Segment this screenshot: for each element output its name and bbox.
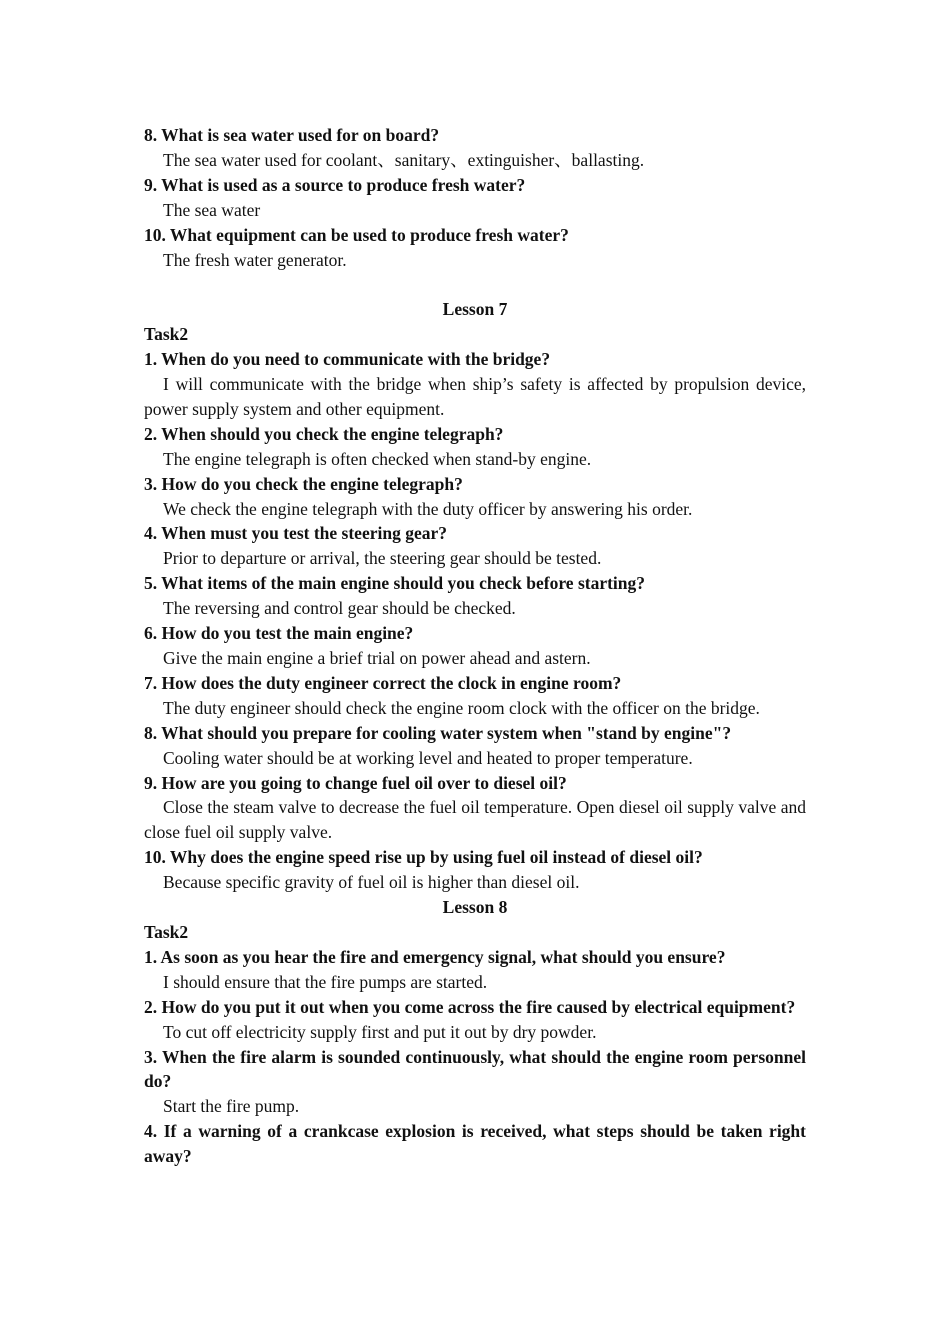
question: 3. When the fire alarm is sounded continuously, what should the engine room personnel do? (144, 1046, 806, 1092)
answer: The sea water (163, 199, 261, 220)
top-section (144, 123, 806, 272)
answer: Give the main engine a brief trial on power ahead and astern. (163, 648, 591, 669)
answer: Prior to departure or arrival, the steering gear should be tested. (163, 548, 602, 569)
question: 5. What items of the main engine should you check before starting? (144, 573, 646, 594)
answer: Cooling water should be at working level and heated to proper temperature. (163, 747, 693, 768)
question: 8. What should you prepare for cooling water system when "stand by engine"? (144, 722, 732, 743)
spacer (144, 272, 806, 297)
lesson-title: Lesson 8 (442, 897, 508, 918)
question: 9. How are you going to change fuel oil over to diesel oil? (144, 772, 567, 793)
question: 3. How do you check the engine telegraph? (144, 473, 463, 494)
task-title: Task2 (144, 921, 189, 942)
answer: To cut off electricity supply first and put it out by dry powder. (163, 1021, 597, 1042)
lesson-8-section (144, 895, 806, 1169)
question: 4. When must you test the steering gear? (144, 523, 447, 544)
task-title: Task2 (144, 324, 189, 345)
answer: The duty engineer should check the engine room clock with the officer on the bridge. (163, 697, 760, 718)
answer: Start the fire pump. (163, 1096, 300, 1117)
question: 9. What is used as a source to produce fresh water? (144, 174, 526, 195)
question: 1. As soon as you hear the fire and emergency signal, what should you ensure? (144, 946, 726, 967)
question: 4. If a warning of a crankcase explosion is received, what steps should be taken right away? (144, 1121, 806, 1167)
question: 2. When should you check the engine telegraph? (144, 423, 504, 444)
answer: The reversing and control gear should be checked. (163, 598, 516, 619)
lesson-7-section (144, 297, 806, 895)
answer: The sea water used for coolant、sanitary、extinguisher、ballasting. (163, 149, 645, 170)
answer: I will communicate with the bridge when ship’s safety is affected by propulsion device, power supply system and other equipment. (144, 374, 806, 419)
answer: The engine telegraph is often checked when stand-by engine. (163, 448, 592, 469)
lesson-title: Lesson 7 (442, 299, 508, 320)
answer: Close the steam valve to decrease the fuel oil temperature. Open diesel oil supply valve and close fuel oil supply valve. (144, 797, 806, 843)
document-page (144, 123, 806, 1169)
answer: The fresh water generator. (163, 249, 347, 270)
question: 6. How do you test the main engine? (144, 623, 414, 644)
question: 10. Why does the engine speed rise up by using fuel oil instead of diesel oil? (144, 847, 703, 868)
answer: I should ensure that the fire pumps are started. (163, 971, 488, 992)
question: 8. What is sea water used for on board? (144, 125, 440, 145)
answer: Because specific gravity of fuel oil is higher than diesel oil. (163, 872, 580, 893)
question: 10. What equipment can be used to produce fresh water? (144, 224, 569, 245)
question: 2. How do you put it out when you come across the fire caused by electrical equipment? (144, 996, 796, 1017)
question: 7. How does the duty engineer correct the clock in engine room? (144, 672, 622, 693)
question: 1. When do you need to communicate with the bridge? (144, 349, 551, 370)
answer: We check the engine telegraph with the duty officer by answering his order. (163, 498, 693, 519)
